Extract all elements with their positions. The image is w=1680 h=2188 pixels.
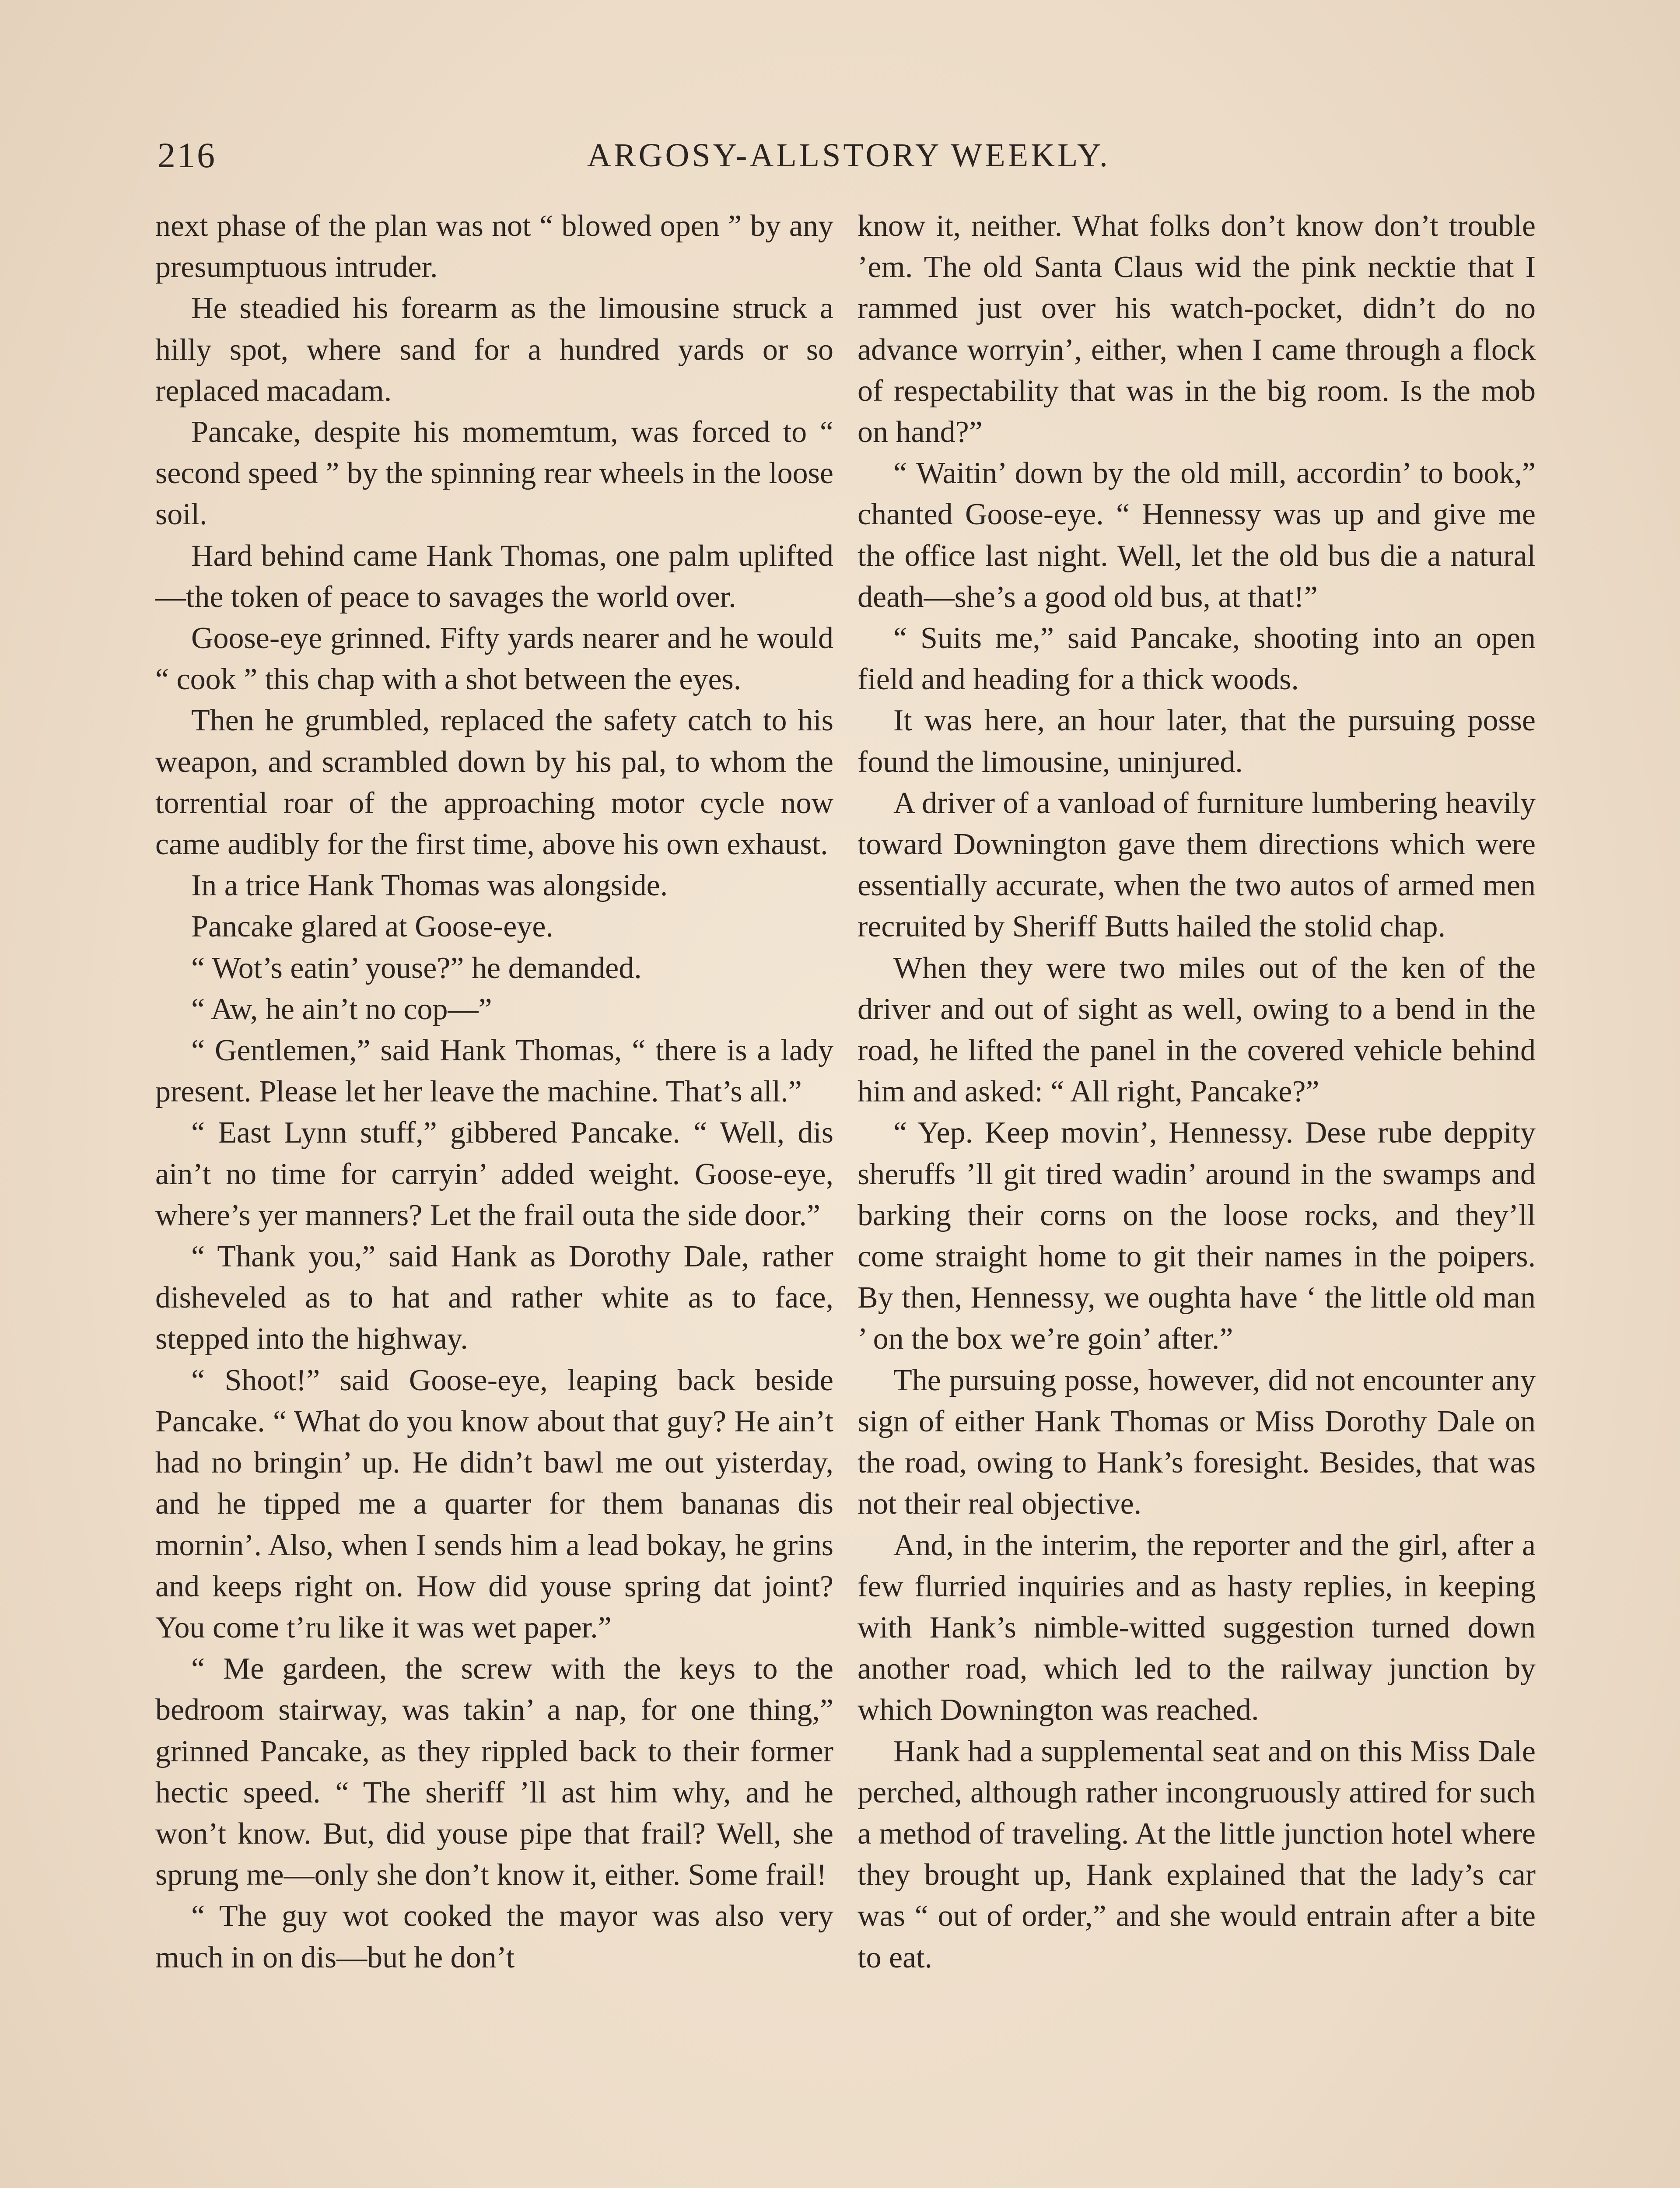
- paragraph: “ Thank you,” said Hank as Dorothy Dale, rather disheveled as to hat and rather white as to face, stepped into the highway.: [155, 1240, 833, 1356]
- paragraph: “ Yep. Keep movin’, Hennessy. Dese rube deppity sheruffs ’ll git tired wadin’ around in the swamps and barking their corns on the loose rocks, and they’ll come straight home to git their names in the poipers. By then, Hennessy, we oughta have ‘ the little old man ’ on the box we’re goin’ after.”: [858, 1116, 1536, 1356]
- paragraph: know it, neither. What folks don’t know don’t trouble ’em. The old Santa Claus wid the pink necktie that I rammed just over his watch-pocket, didn’t do no advance worryin’, either, when I came through a flock of respectability that was in the big room. Is the mob on hand?”: [858, 209, 1536, 449]
- paragraph: Pancake, despite his momemtum, was forced to “ second speed ” by the spinning rear wheels in the loose soil.: [155, 415, 833, 532]
- paragraph: “ Gentlemen,” said Hank Thomas, “ there is a lady present. Please let her leave the machine. That’s all.”: [155, 1034, 833, 1109]
- paragraph: “ Waitin’ down by the old mill, accordin’ to book,” chanted Goose-eye. “ Hennessy was up and give me the office last night. Well, let the old bus die a natural death—she’s a good old bus, at that!”: [858, 456, 1536, 614]
- page-header: [158, 127, 1540, 184]
- paragraph: “ Me gardeen, the screw with the keys to the bedroom stairway, was takin’ a nap, for one thing,” grinned Pancake, as they rippled back to their former hectic speed. “ The sheriff ’ll ast him why, and he won’t know. But, did youse pipe that frail? Well, she sprung me—only she don’t know it, either. Some frail!: [155, 1652, 833, 1892]
- paragraph: The pursuing posse, however, did not encounter any sign of either Hank Thomas or Miss Dorothy Dale on the road, owing to Hank’s foresight. Besides, that was not their real objective.: [858, 1363, 1536, 1521]
- paragraph: next phase of the plan was not “ blowed open ” by any presumptuous intruder.: [155, 209, 833, 284]
- paragraph: A driver of a vanload of furniture lumbering heavily toward Downington gave them directions which were essentially accurate, when the two autos of armed men recruited by Sheriff Butts hailed the stolid chap.: [858, 786, 1536, 944]
- paragraph: When they were two miles out of the ken of the driver and out of sight as well, owing to a bend in the road, he lifted the panel in the covered vehicle behind him and asked: “ All right, Pancake?”: [858, 951, 1536, 1109]
- paragraph: “ The guy wot cooked the mayor was also very much in on dis—but he don’t: [155, 1899, 833, 1974]
- paragraph: He steadied his forearm as the limousine struck a hilly spot, where sand for a hundred yards or so replaced macadam.: [155, 291, 833, 408]
- paragraph: “ East Lynn stuff,” gibbered Pancake. “ Well, dis ain’t no time for carryin’ added weight. Goose-eye, where’s yer manners? Let the frail outa the side door.”: [155, 1116, 833, 1232]
- paragraph: “ Wot’s eatin’ youse?” he demanded.: [191, 951, 642, 985]
- paragraph: “ Suits me,” said Pancake, shooting into an open field and heading for a thick woods.: [858, 621, 1536, 697]
- left-column: [155, 206, 833, 1978]
- paragraph: Pancake glared at Goose-eye.: [191, 910, 553, 944]
- running-head: ARGOSY-ALLSTORY WEEKLY.: [587, 137, 1110, 174]
- paragraph: “ Shoot!” said Goose-eye, leaping back beside Pancake. “ What do you know about that guy? He ain’t had no bringin’ up. He didn’t bawl me out yisterday, and he tipped me a quarter for them bananas dis mornin’. Also, when I sends him a lead bokay, he grins and keeps right on. How did youse spring dat joint? You come t’ru like it was wet paper.”: [155, 1363, 833, 1645]
- page-number: 216: [158, 135, 217, 175]
- paragraph: In a trice Hank Thomas was alongside.: [191, 869, 668, 903]
- paragraph: And, in the interim, the reporter and the girl, after a few flurried inquiries and as hasty replies, in keeping with Hank’s nimble-witted suggestion turned down another road, which led to the railway junction by which Downington was reached.: [858, 1528, 1536, 1727]
- paragraph: Goose-eye grinned. Fifty yards nearer and he would “ cook ” this chap with a shot between the eyes.: [155, 621, 833, 697]
- paragraph: “ Aw, he ain’t no cop—”: [191, 992, 492, 1026]
- right-column: [858, 206, 1536, 1978]
- paragraph: Then he grumbled, replaced the safety catch to his weapon, and scrambled down by his pal, to whom the torrential roar of the approaching motor cycle now came audibly for the first time, above his own exhaust.: [155, 704, 833, 862]
- paragraph: Hank had a supplemental seat and on this Miss Dale perched, although rather incongruously attired for such a method of traveling. At the little junction hotel where they brought up, Hank explained that the lady’s car was “ out of order,” and she would entrain after a bite to eat.: [858, 1734, 1536, 1974]
- paragraph: It was here, an hour later, that the pursuing posse found the limousine, uninjured.: [858, 704, 1536, 779]
- paragraph: Hard behind came Hank Thomas, one palm uplifted—the token of peace to savages the world over.: [155, 539, 833, 614]
